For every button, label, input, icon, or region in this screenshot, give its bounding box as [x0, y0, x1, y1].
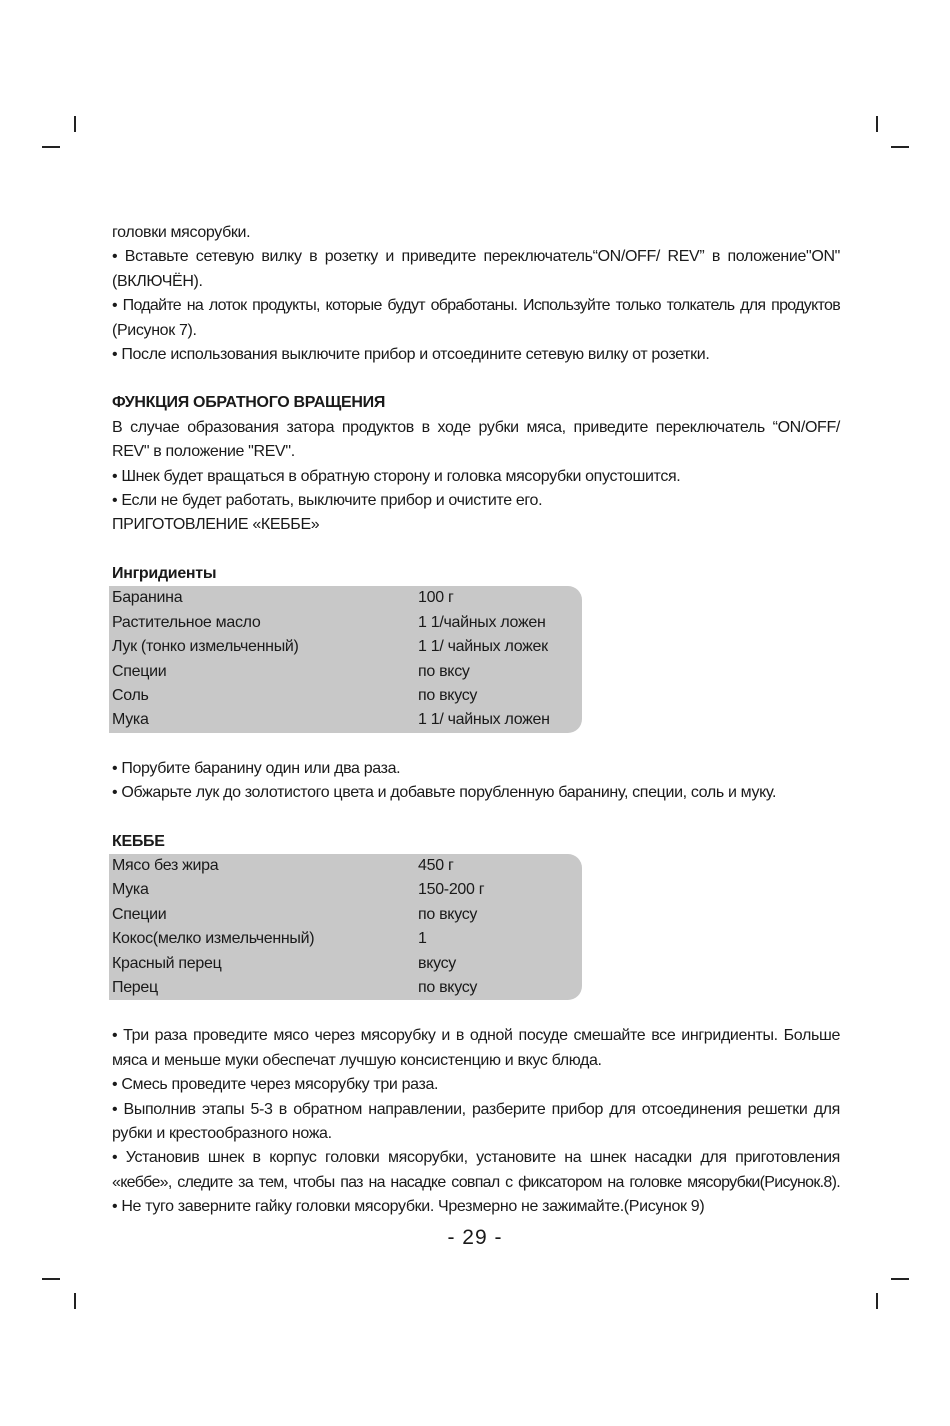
- ingredient-amount: по вкусу: [418, 978, 478, 996]
- text-line: «кеббе», следите за тем, чтобы паз на насадке совпал с фиксатором на головке мясорубки(Рисунок.8).: [112, 1173, 840, 1191]
- text-line: • Подайте на лоток продукты, которые будут обработаны. Используйте только толкатель для продуктов: [112, 297, 840, 315]
- text-line: • Смесь проведите через мясорубку три раза.: [112, 1076, 439, 1094]
- crop-mark-bottom-right-vertical: [876, 1293, 878, 1309]
- crop-mark-bottom-right-horizontal: [891, 1278, 909, 1280]
- intro-section: [112, 221, 840, 367]
- ingredient-amount: 1 1/ чайных ложен: [418, 711, 550, 729]
- ingredient-name: Специи: [112, 905, 167, 923]
- table-row: [112, 854, 582, 878]
- ingredient-amount: 150-200 г: [418, 881, 485, 899]
- text-line: • Порубите баранину один или два раза.: [112, 759, 401, 777]
- text-line: • Три раза проведите мясо через мясорубку и в одной посуде смешайте все ингридиенты. Больше: [112, 1027, 840, 1045]
- section-heading: ФУНКЦИЯ ОБРАТНОГО ВРАЩЕНИЯ: [112, 394, 386, 412]
- text-line: головки мясорубки.: [112, 224, 251, 241]
- text-line: • Выполнив этапы 5-3 в обратном направлении, разберите прибор для отсоединения решетки для: [112, 1100, 840, 1118]
- reverse-function-section: [112, 391, 840, 537]
- ingredient-name: Мука: [112, 881, 149, 899]
- table-row: [112, 586, 582, 610]
- ingredient-name: Мука: [112, 711, 149, 729]
- table-row: [112, 976, 582, 1000]
- crop-mark-top-right-horizontal: [891, 146, 909, 148]
- text-line: REV" в положение "REV".: [112, 443, 295, 461]
- section-heading: КЕББЕ: [112, 832, 165, 850]
- ingredient-name: Растительное масло: [112, 613, 261, 631]
- text-line: (ВКЛЮЧЁН).: [112, 272, 203, 290]
- ingredient-amount: по вкусу: [418, 686, 478, 704]
- ingredient-name: Перец: [112, 978, 158, 996]
- kebbe-section: [112, 830, 840, 1220]
- spacer: [112, 806, 840, 830]
- ingredient-amount: 450 г: [418, 856, 454, 874]
- table-row: [112, 611, 582, 635]
- table-row: [112, 952, 582, 976]
- kebbe-table: [109, 854, 582, 1000]
- table-row: [112, 903, 582, 927]
- section-heading: Ингридиенты: [112, 564, 217, 582]
- spacer: [112, 538, 840, 562]
- ingredient-name: Кокос(мелко измельченный): [112, 930, 315, 948]
- crop-mark-top-left-horizontal: [42, 146, 60, 148]
- text-line: • После использования выключите прибор и отсоедините сетевую вилку от розетки.: [112, 346, 710, 364]
- text-line: • Не туго заверните гайку головки мясорубки. Чрезмерно не зажимайте.(Рисунок 9): [112, 1198, 705, 1216]
- text-line: • Установив шнек в корпус головки мясорубки, установите на шнек насадки для приготовления: [112, 1149, 840, 1167]
- crop-mark-top-left-vertical: [74, 116, 76, 132]
- ingredient-name: Красный перец: [112, 954, 222, 972]
- ingredient-amount: вкусу: [418, 954, 457, 972]
- spacer: [112, 733, 840, 757]
- spacer: [112, 367, 840, 391]
- text-line: • Вставьте сетевую вилку в розетку и приведите переключатель“ON/OFF/ REV” в положение"ON": [112, 248, 840, 266]
- text-line: В случае образования затора продуктов в ходе рубки мяса, приведите переключатель “ON/OFF/: [112, 418, 840, 436]
- ingredients-section: [112, 562, 840, 806]
- table-row: [112, 660, 582, 684]
- text-line: (Рисунок 7).: [112, 321, 197, 339]
- text-line: • Обжарьте лук до золотистого цвета и добавьте порубленную баранину, специи, соль и муку.: [112, 784, 777, 802]
- text-line: • Шнек будет вращаться в обратную сторону и головка мясорубки опустошится.: [112, 467, 681, 485]
- ingredient-amount: по вксу: [418, 662, 470, 680]
- table-row: [112, 635, 582, 659]
- ingredient-name: Лук (тонко измельченный): [112, 638, 299, 656]
- page-number: - 29 -: [447, 1226, 503, 1249]
- table-row: [112, 927, 582, 951]
- text-line: мяса и меньше муки обеспечат лучшую консистенцию и вкус блюда.: [112, 1051, 602, 1069]
- ingredient-amount: 1: [418, 930, 427, 948]
- text-line: ПРИГОТОВЛЕНИЕ «КЕББЕ»: [112, 516, 320, 534]
- text-line: рубки и крестообразного ножа.: [112, 1125, 332, 1142]
- spacer: [112, 1000, 840, 1024]
- ingredient-amount: 1 1/ чайных ложек: [418, 638, 548, 656]
- crop-mark-bottom-left-horizontal: [42, 1278, 60, 1280]
- ingredient-name: Мясо без жира: [112, 856, 219, 874]
- text-line: • Если не будет работать, выключите прибор и очистите его.: [112, 492, 543, 510]
- table-row: [112, 684, 582, 708]
- crop-mark-top-right-vertical: [876, 116, 878, 132]
- ingredient-amount: по вкусу: [418, 905, 478, 923]
- ingredients-table: [109, 586, 582, 732]
- ingredient-amount: 1 1/чайных ложен: [418, 613, 546, 631]
- ingredient-amount: 100 г: [418, 589, 454, 607]
- ingredient-name: Специи: [112, 662, 167, 680]
- page-content: [112, 221, 840, 1220]
- table-row: [112, 708, 582, 732]
- crop-mark-bottom-left-vertical: [74, 1293, 76, 1309]
- ingredient-name: Соль: [112, 686, 149, 704]
- ingredient-name: Баранина: [112, 589, 183, 607]
- table-row: [112, 878, 582, 902]
